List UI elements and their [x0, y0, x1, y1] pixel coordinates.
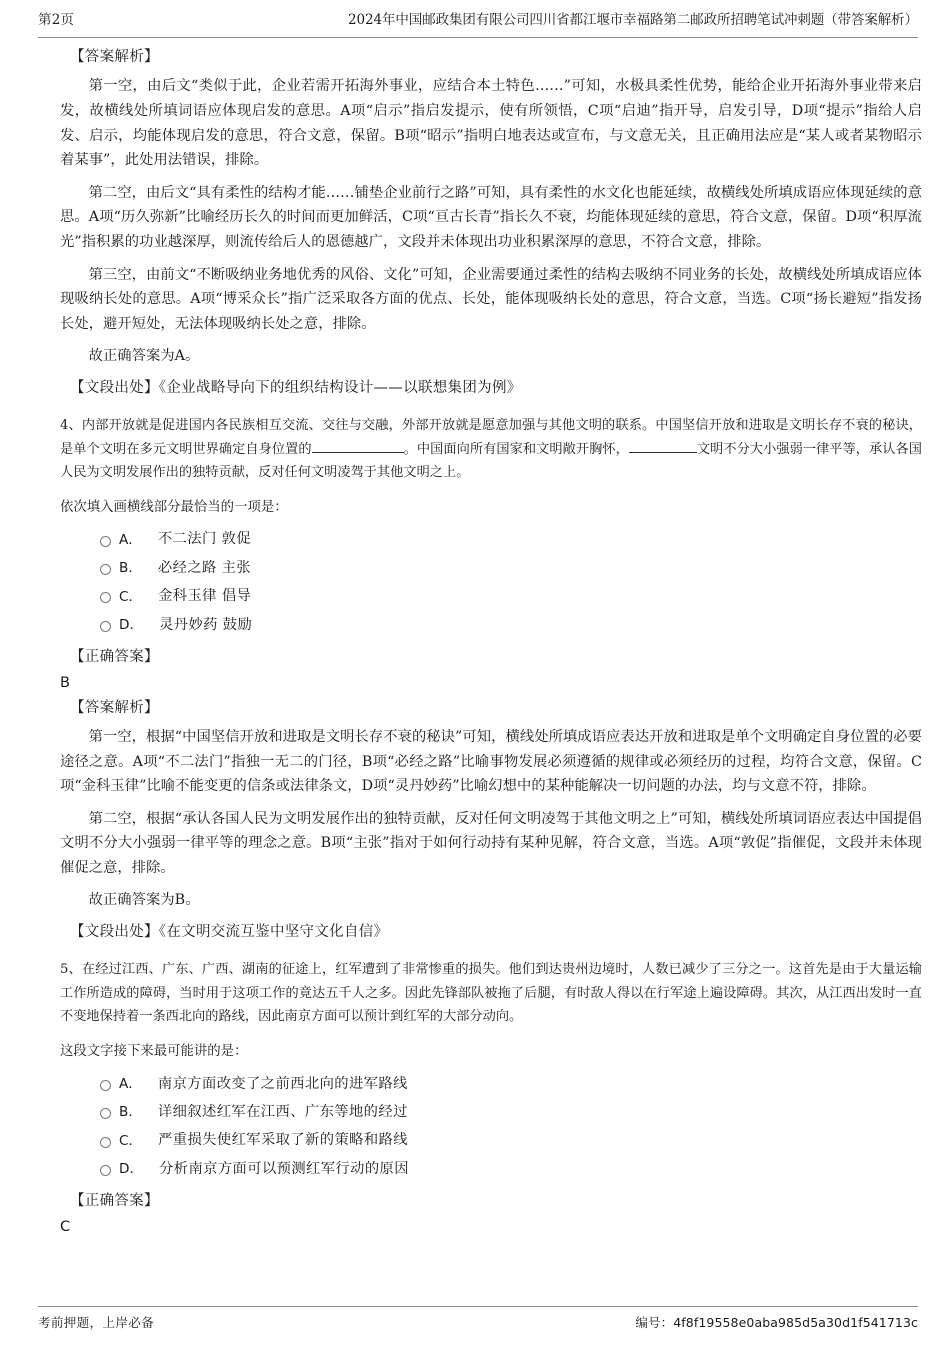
page-footer	[38, 1306, 918, 1331]
option-text: 南京方面改变了之前西北向的进军路线	[157, 1075, 408, 1092]
radio-icon[interactable]	[100, 621, 111, 632]
question-4-blank-2	[629, 452, 697, 453]
option-b[interactable]	[60, 558, 922, 579]
option-text: 金科玉律 倡导	[158, 588, 252, 605]
question-4-answer: B	[60, 674, 70, 691]
option-d[interactable]	[60, 1159, 922, 1180]
footer-slogan: 考前押题，上岸必备	[38, 1315, 155, 1330]
option-letter: B．	[119, 560, 142, 577]
option-d[interactable]	[60, 615, 922, 636]
radio-icon[interactable]	[100, 1165, 111, 1176]
question-5-number: 5、	[60, 962, 82, 978]
radio-icon[interactable]	[100, 1108, 111, 1119]
footer-code-value: 4f8f19558e0aba985d5a30d1f541713c	[673, 1315, 918, 1330]
answer-analysis-label-q4: 【答案解析】	[70, 699, 159, 716]
question-4-options	[60, 529, 922, 636]
radio-icon[interactable]	[100, 1137, 111, 1148]
footer-code-label: 编号：	[635, 1315, 674, 1330]
option-text: 分析南京方面可以预测红军行动的原因	[159, 1160, 409, 1177]
document-content	[60, 42, 922, 1241]
q4-source-line	[70, 921, 922, 944]
option-letter: A．	[119, 531, 142, 548]
option-letter: C．	[119, 588, 143, 605]
q4-source-title: 《在文明交流互鉴中坚守文化自信》	[158, 924, 389, 941]
radio-icon[interactable]	[100, 536, 111, 547]
question-4-stem-part3: 文明不分大小强弱一律平等，承认各国人民为文明发展作出的独特贡献，反对任何文明凌驾于其他文明之上。	[60, 441, 922, 481]
option-text: 灵丹妙药 鼓励	[159, 616, 253, 633]
radio-icon[interactable]	[100, 1080, 111, 1091]
radio-icon[interactable]	[100, 564, 111, 575]
source-label: 【文段出处】	[70, 924, 159, 941]
option-text: 严重损失使红军采取了新的策略和路线	[158, 1132, 408, 1149]
page-number: 第2页	[38, 12, 75, 28]
correct-answer-label-q5: 【正确答案】	[70, 1193, 159, 1210]
answer-analysis-label-q3: 【答案解析】	[70, 49, 159, 65]
option-letter: D．	[119, 1161, 144, 1178]
option-a[interactable]	[60, 529, 922, 550]
q3-analysis-paragraph-2: 第二空，由后文“具有柔性的结构才能……铺垫企业前行之路”可知，具有柔性的水文化也能延续，故横线处所填成语应体现延续的意思。A项“历久弥新”比喻经历长久的时间而更加鲜活，C项“亘古长青”指长久不衰，均能体现延续的意思，符合文意，保留。D项“积厚流光”指积累的功业越深厚，则流传给后人的恩德越广，文段并未体现出功业积累深厚的意思，不符合文意，排除。	[60, 184, 922, 250]
source-label: 【文段出处】	[70, 379, 159, 396]
question-4-blank-1	[312, 452, 404, 453]
question-4-stem	[60, 414, 922, 485]
option-letter: A．	[119, 1076, 142, 1093]
page-title: 2024年中国邮政集团有限公司四川省都江堰市幸福路第二邮政所招聘笔试冲刺题（带答案解析）	[348, 12, 918, 28]
q3-analysis-paragraph-1: 第一空，由后文“类似于此，企业若需开拓海外事业，应结合本土特色……”可知，水极具柔性优势，能给企业开拓海外事业带来启发，故横线处所填词语应体现启发的意思。A项“启示”指启发提示，使有所领悟，C项“启迪”指开导，启发引导，D项“提示”指给人启发、启示，均能体现启发的意思，符合文意，保留。B项“昭示”指明白地表达或宣布，与文意无关，且正确用法应是“某人或者某物昭示着某事”，此处用法错误，排除。	[60, 78, 922, 169]
option-a[interactable]	[60, 1074, 922, 1095]
footer-code	[635, 1313, 918, 1331]
question-4-prompt: 依次填入画横线部分最恰当的一项是：	[60, 499, 288, 515]
radio-icon[interactable]	[100, 592, 111, 603]
question-4-stem-part2: 。中国面向所有国家和文明敞开胸怀，	[403, 441, 629, 457]
q4-analysis-paragraph-1: 第一空，根据“中国坚信开放和进取是文明长存不衰的秘诀”可知，横线处所填成语应表达开放和进取是单个文明确定自身位置的必要途径之意。A项“不二法门”指独一无二的门径，B项“必经之路”比喻事物发展必须遵循的规律或必须经历的过程，均符合文意，保留。C项“金科玉律”比喻不能变更的信条或法律条文，D项“灵丹妙药”比喻幻想中的某种能解决一切问题的办法，均与文意不符，排除。	[60, 728, 922, 795]
q4-analysis-paragraph-2: 第二空，根据“承认各国人民为文明发展作出的独特贡献，反对任何文明凌驾于其他文明之上”可知，横线处所填词语应表达中国提倡文明不分大小强弱一律平等的理念之意。B项“主张”指对于如何行动持有某种见解，符合文意，当选。A项“敦促”指催促，文段并未体现催促之意，排除。	[60, 810, 922, 876]
question-4-number: 4、	[60, 418, 82, 434]
q3-source-title: 《企业战略导向下的组织结构设计——以联想集团为例》	[158, 379, 522, 396]
question-5-stem-text: 在经过江西、广东、广西、湖南的征途上，红军遭到了非常惨重的损失。他们到达贵州边境时，人数已减少了三分之一。这首先是由于大量运输工作所造成的障碍，当时用于这项工作的竟达五千人之多。因此先锋部队被拖了后腿，有时敌人得以在行军途上遍设障碍。其次，从江西出发时一直不变地保持着一条西北向的路线，因此南京方面可以预计到红军的大部分动向。	[60, 962, 922, 1025]
question-5-stem	[60, 958, 922, 1029]
option-b[interactable]	[60, 1102, 922, 1123]
option-letter: C．	[119, 1132, 143, 1149]
question-4-stem-part1: 内部开放就是促进国内各民族相互交流、交往与交融，外部开放就是愿意加强与其他文明的联系。中国坚信开放和进取是文明长存不衰的秘诀，是单个文明在多元文明世界确定自身位置的	[60, 418, 922, 457]
page-header	[38, 8, 918, 38]
option-letter: D．	[119, 617, 144, 634]
question-5-options	[60, 1074, 922, 1181]
question-5-answer: C	[60, 1218, 71, 1235]
option-text: 不二法门 敦促	[157, 531, 252, 548]
q3-analysis-conclusion: 故正确答案为A。	[88, 348, 200, 365]
option-c[interactable]	[60, 1130, 922, 1151]
option-text: 必经之路 主张	[157, 559, 252, 576]
option-text: 详细叙述红军在江西、广东等地的经过	[157, 1103, 408, 1120]
correct-answer-label-q4: 【正确答案】	[70, 649, 159, 666]
q3-analysis-paragraph-3: 第三空，由前文“不断吸纳业务地优秀的风俗、文化”可知，企业需要通过柔性的结构去吸纳不同业务的长处，故横线处所填成语应体现吸纳长处的意思。A项“博采众长”指广泛采取各方面的优点、长处，能体现吸纳长处的意思，符合文意，当选。C项“扬长避短”指发扬长处，避开短处，无法体现吸纳长处之意，排除。	[60, 266, 922, 332]
q3-source-line	[70, 377, 922, 400]
option-letter: B．	[119, 1104, 142, 1121]
option-c[interactable]	[60, 586, 922, 607]
question-5-prompt: 这段文字接下来最可能讲的是：	[60, 1043, 248, 1059]
q4-analysis-conclusion: 故正确答案为B。	[88, 892, 200, 909]
